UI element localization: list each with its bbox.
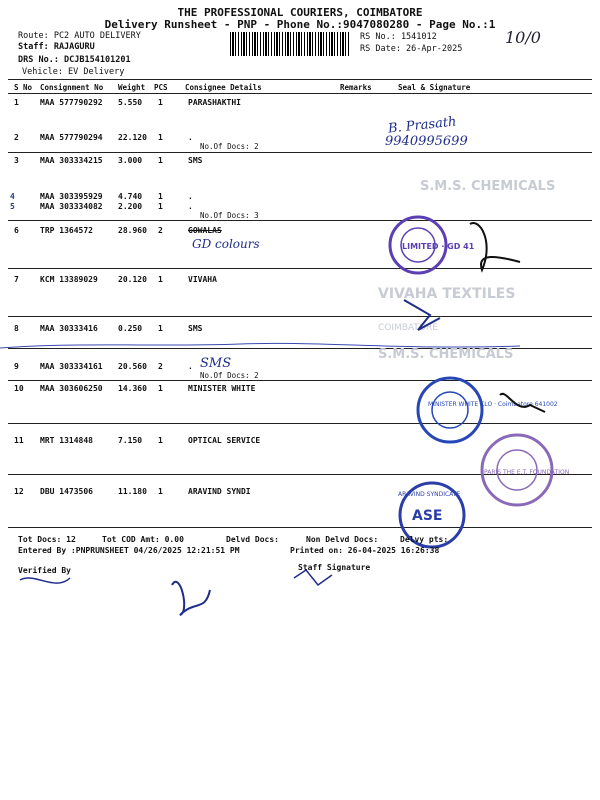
row-7-consignee: VIVAHA xyxy=(188,275,217,284)
svg-text:COIMBATORE: COIMBATORE xyxy=(378,323,438,333)
row-1-pcs: 1 xyxy=(158,98,163,107)
total-cod: Tot COD Amt: 0.00 xyxy=(102,535,184,544)
handwritten-receiver-name: B. Prasath xyxy=(387,114,458,137)
delivery-points: Delvy pts: xyxy=(400,535,449,544)
row-4-consignment: MAA 303395929 xyxy=(40,192,103,201)
row-11-consignment: MRT 1314848 xyxy=(40,436,93,445)
delivered-docs: Delvd Docs: xyxy=(226,535,279,544)
col-consignee: Consignee Details xyxy=(185,83,262,92)
row-1-weight: 5.550 xyxy=(118,98,143,107)
stamp-4-text: PARIS THE E.T. FOUNDATION xyxy=(484,469,570,476)
row-8-weight: 0.250 xyxy=(118,324,143,333)
row-11-weight: 7.150 xyxy=(118,436,143,445)
row-12-consignee: ARAVIND SYNDI xyxy=(188,487,251,496)
row-4-pcs: 1 xyxy=(158,192,163,201)
svg-text:S.M.S. CHEMICALS: S.M.S. CHEMICALS xyxy=(420,179,556,194)
row-11-sno: 11 xyxy=(14,436,24,445)
stamp-3-text: ARAVIND SYNDICATE xyxy=(398,491,461,498)
row-6-consignee: GOWALAS xyxy=(188,226,222,235)
staff-signature: Staff Signature xyxy=(298,563,371,572)
row-7-weight: 20.120 xyxy=(118,275,147,284)
row-6-consignment: TRP 1364572 xyxy=(40,226,93,235)
row-2-consignee: . xyxy=(188,133,193,142)
svg-text:S.M.S. CHEMICALS: S.M.S. CHEMICALS xyxy=(378,347,514,362)
svg-text:ASE: ASE xyxy=(412,508,443,524)
row-9-weight: 20.560 xyxy=(118,362,147,371)
row-4-weight: 4.740 xyxy=(118,192,143,201)
row-5-weight: 2.200 xyxy=(118,202,143,211)
row-12-consignment: DBU 1473506 xyxy=(40,487,93,496)
row-3-weight: 3.000 xyxy=(118,156,143,165)
stamp-3 xyxy=(482,435,569,505)
runsheet-title: Delivery Runsheet - PNP - Phone No.:9047080280 - Page No.:1 xyxy=(104,18,496,31)
col-sno: S No xyxy=(14,83,33,92)
col-consignment: Consignment No xyxy=(40,83,104,92)
row-2-consignment: MAA 577790294 xyxy=(40,133,103,142)
row-9-consignment: MAA 303334161 xyxy=(40,362,103,371)
row-7-pcs: 1 xyxy=(158,275,163,284)
row-3-pcs: 1 xyxy=(158,156,163,165)
route: Route: PC2 AUTO DELIVERY xyxy=(18,31,141,41)
row-5-docs: No.Of Docs: 3 xyxy=(200,211,259,220)
stamp-1 xyxy=(390,217,475,273)
entered-by: Entered By :PNPRUNSHEET 04/26/2025 12:21:51 PM xyxy=(18,546,240,555)
stamp-2-text: MINISTER WHITE CLO · Coimbatore 641002 xyxy=(428,401,558,408)
row-10-pcs: 1 xyxy=(158,384,163,393)
row-12-pcs: 1 xyxy=(158,487,163,496)
svg-text:VIVAHA TEXTILES: VIVAHA TEXTILES xyxy=(378,286,516,302)
row-11-consignee: OPTICAL SERVICE xyxy=(188,436,261,445)
row-2-sno: 2 xyxy=(14,133,19,142)
rs-date: RS Date: 26-Apr-2025 xyxy=(360,44,463,54)
row-5-consignee: . xyxy=(188,202,193,211)
row-9-pcs: 2 xyxy=(158,362,163,371)
stamp-1-text: LIMITED · GD 41 xyxy=(402,242,475,251)
row-2-pcs: 1 xyxy=(158,133,163,142)
non-delivered-docs: Non Delvd Docs: xyxy=(306,535,379,544)
staff: Staff: RAJAGURU xyxy=(18,42,95,52)
col-weight: Weight xyxy=(118,83,146,92)
vehicle: Vehicle: EV Delivery xyxy=(22,67,125,77)
verified-by: Verified By xyxy=(18,566,71,575)
row-10-weight: 14.360 xyxy=(118,384,147,393)
row-6-sno: 6 xyxy=(14,226,19,235)
handwritten-phone: 9940995699 xyxy=(385,134,468,149)
row-2-docs: No.Of Docs: 2 xyxy=(200,142,259,151)
row-10-sno: 10 xyxy=(14,384,24,393)
row-1-sno: 1 xyxy=(14,98,19,107)
row-4-consignee: . xyxy=(188,192,193,201)
company-name: THE PROFESSIONAL COURIERS, COIMBATORE xyxy=(177,6,423,19)
handwritten-count: 10/0 xyxy=(505,28,541,47)
row-5-pcs: 1 xyxy=(158,202,163,211)
row-9-docs: No.Of Docs: 2 xyxy=(200,371,259,380)
col-remarks: Remarks xyxy=(340,83,372,92)
col-seal: Seal & Signature xyxy=(398,83,471,92)
row-5-sno: 5 xyxy=(10,202,15,211)
row-12-sno: 12 xyxy=(14,487,24,496)
row-1-consignment: MAA 577790292 xyxy=(40,98,103,107)
row-5-consignment: MAA 303334082 xyxy=(40,202,103,211)
row-6-pcs: 2 xyxy=(158,226,163,235)
row-6-weight: 28.960 xyxy=(118,226,147,235)
printed-on: Printed on: 26-04-2025 16:26:38 xyxy=(290,546,440,555)
row-10-consignee: MINISTER WHITE xyxy=(188,384,256,393)
row-3-consignment: MAA 303334215 xyxy=(40,156,103,165)
row-3-consignee: SMS xyxy=(188,156,203,165)
row-3-sno: 3 xyxy=(14,156,19,165)
row-10-consignment: MAA 303606250 xyxy=(40,384,103,393)
row-8-sno: 8 xyxy=(14,324,19,333)
row-8-consignee: SMS xyxy=(188,324,203,333)
rs-no: RS No.: 1541012 xyxy=(360,32,437,42)
handwritten-note-row9: SMS xyxy=(200,356,232,371)
row-2-weight: 22.120 xyxy=(118,133,147,142)
row-9-sno: 9 xyxy=(14,362,19,371)
row-8-consignment: MAA 30333416 xyxy=(40,324,98,333)
total-docs: Tot Docs: 12 xyxy=(18,535,76,544)
handwritten-note-row6: GD colours xyxy=(192,237,260,251)
row-4-sno: 4 xyxy=(10,192,15,201)
row-9-consignee: . xyxy=(188,362,193,371)
drs-no: DRS No.: DCJB154101201 xyxy=(18,55,131,65)
row-8-pcs: 1 xyxy=(158,324,163,333)
row-7-consignment: KCM 13389029 xyxy=(40,275,98,284)
row-12-weight: 11.180 xyxy=(118,487,147,496)
row-11-pcs: 1 xyxy=(158,436,163,445)
row-1-consignee: PARASHAKTHI xyxy=(188,98,241,107)
row-7-sno: 7 xyxy=(14,275,19,284)
stamp-2 xyxy=(418,378,558,442)
col-pcs: PCS xyxy=(154,83,168,92)
